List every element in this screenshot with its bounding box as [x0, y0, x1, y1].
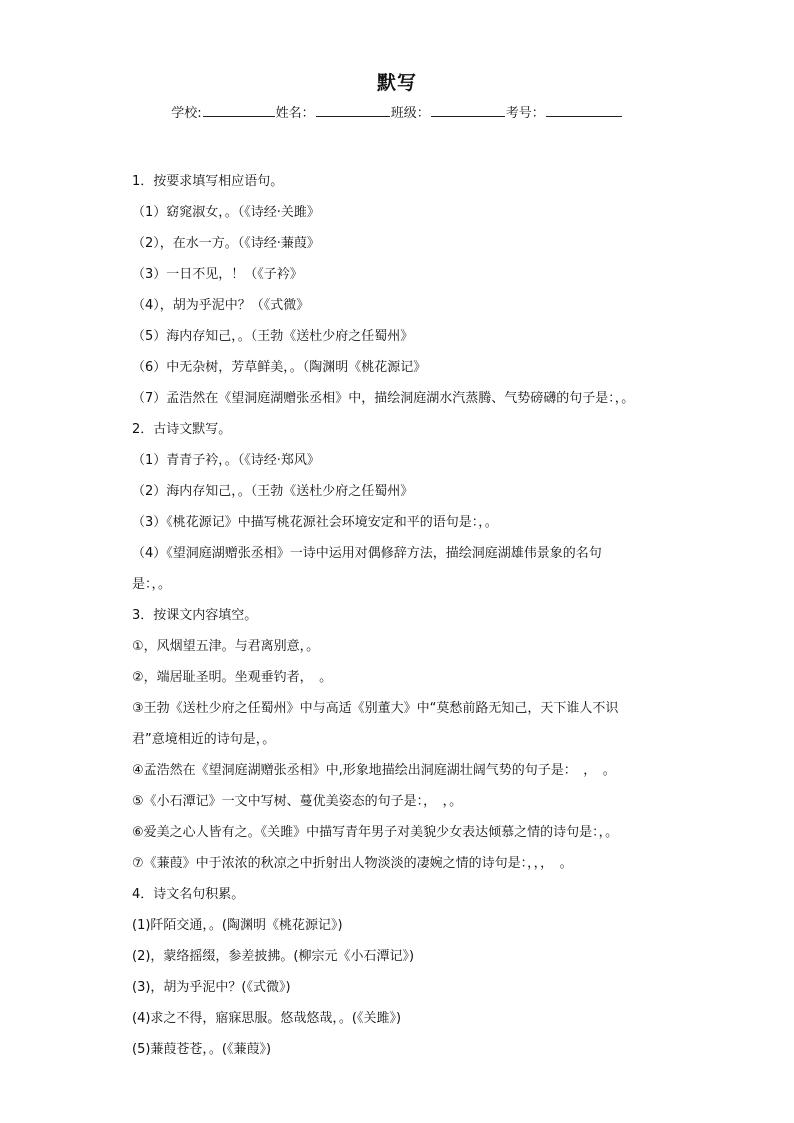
class-label: 班级： — [390, 106, 430, 121]
question-line: 君”意境相近的诗句是，。 — [132, 732, 276, 747]
question-line: ①，风烟望五津。与君离别意，。 — [132, 639, 320, 654]
question-line: ⑤《小石潭记》一文中写树、蔓优美姿态的句子是：， ，。 — [132, 794, 463, 809]
question-line: ⑦《蒹葭》中于浓浓的秋凉之中折射出人物淡淡的凄婉之情的诗句是：，，， 。 — [132, 856, 573, 871]
question-list — [132, 172, 692, 1071]
question-line: ④孟浩然在《望洞庭湖赠张丞相》中,形象地描绘出洞庭湖壮阔气势的句子是： ， 。 — [132, 763, 616, 778]
question-line: ③王勃《送杜少府之任蜀州》中与高适《别董大》中“莫愁前路无知己，天下谁人不识 — [132, 701, 619, 716]
question-line: 2．古诗文默写。 — [132, 422, 232, 437]
question-line: (4)求之不得，寤寐思服。悠哉悠哉，。(《关雎》) — [132, 1011, 402, 1026]
exam-number-blank[interactable] — [546, 102, 622, 117]
question-line: （4）《望洞庭湖赠张丞相》一诗中运用对偶修辞方法，描绘洞庭湖雄伟景象的名句 — [132, 546, 602, 561]
question-line: 1．按要求填写相应语句。 — [132, 174, 284, 189]
question-line: （3）《桃花源记》中描写桃花源社会环境安定和平的语句是：，。 — [132, 515, 498, 530]
question-line: 3．按课文内容填空。 — [132, 608, 258, 623]
question-line: （2）海内存知己，。（王勃《送杜少府之任蜀州》 — [132, 484, 414, 499]
question-line: (2)，蒙络摇缀，参差披拂。(柳宗元《小石潭记》) — [132, 949, 415, 964]
question-line: （6）中无杂树，芳草鲜美，。（陶渊明《桃花源记》 — [132, 360, 427, 375]
question-line: （1）窈窕淑女，。（《诗经·关雎》 — [132, 205, 320, 220]
school-blank[interactable] — [203, 102, 275, 117]
page-title: 默写 — [376, 72, 417, 94]
question-line: （5）海内存知己，。（王勃《送杜少府之任蜀州》 — [132, 329, 414, 344]
question-line: ⑥爱美之心人皆有之。《关雎》中描写青年男子对美貌少女表达倾慕之情的诗句是：，。 — [132, 825, 619, 840]
question-line: （4），胡为乎泥中？（《式微》 — [132, 298, 310, 313]
name-label: 姓名： — [275, 106, 315, 121]
question-line: （7）孟浩然在《望洞庭湖赠张丞相》中，描绘洞庭湖水汽蒸腾、气势磅礴的句子是：，。 — [132, 391, 635, 406]
question-line: (1)阡陌交通，。(陶渊明《桃花源记》) — [132, 918, 343, 933]
question-line: 4．诗文名句积累。 — [132, 887, 245, 902]
question-line: （1）青青子衿，。（《诗经·郑风》 — [132, 453, 320, 468]
exam-number-label: 考号： — [505, 106, 545, 121]
question-line: (3)，胡为乎泥中？(《式微》) — [132, 980, 291, 995]
question-line: 是：，。 — [132, 577, 172, 592]
school-label: 学校: — [171, 106, 202, 121]
question-line: (5)蒹葭苍苍，。(《蒹葭》) — [132, 1042, 272, 1057]
question-line: ②，端居耻圣明。坐观垂钓者， 。 — [132, 670, 333, 685]
class-blank[interactable] — [431, 102, 505, 117]
name-blank[interactable] — [316, 102, 390, 117]
question-line: （3）一日不见，！（《子衿》 — [132, 267, 303, 282]
question-line: （2），在水一方。（《诗经·蒹葭》 — [132, 236, 320, 251]
student-info-line — [0, 102, 794, 121]
